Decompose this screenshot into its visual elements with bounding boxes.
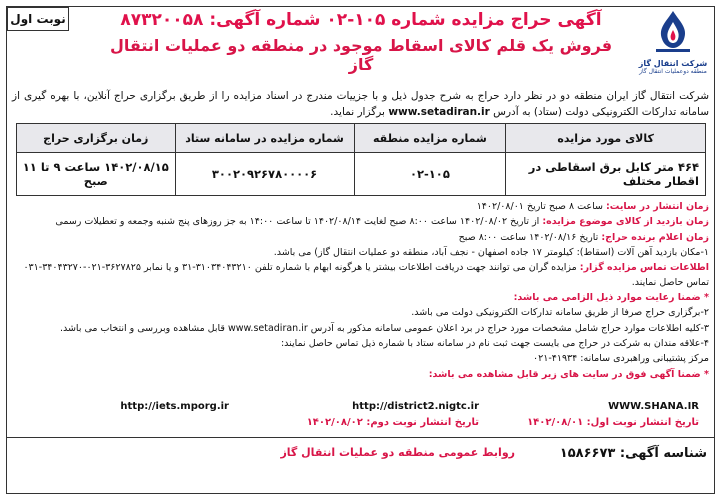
setad-site-link[interactable]: www.setadiran.ir	[388, 106, 490, 118]
detail-label: زمان انتشار در سایت:	[605, 201, 709, 212]
table-header-row	[17, 124, 706, 153]
public-relations-label: روابط عمومی منطقه دو عملیات انتقال گاز	[280, 446, 515, 459]
shana-link[interactable]: WWW.SHANA.IR	[608, 401, 699, 412]
details-list	[12, 199, 709, 382]
detail-text: مرکز پشتیبانی وراهبردی سامانه: ۴۱۹۳۴-۰۲۱	[533, 353, 709, 365]
ad-id: شناسه آگهی: ۱۵۸۶۶۷۳	[559, 446, 707, 461]
logo-region-name: منطقه دوعملیات انتقال گاز	[639, 68, 707, 75]
header-auction-time: زمان برگزاری حراج	[17, 124, 176, 153]
cell-item: ۴۶۴ متر کابل برق اسقاطی در اقطار مختلف	[506, 153, 706, 196]
detail-line	[12, 351, 709, 366]
first-publish-date: تاریخ انتشار نوبت اول: ۱۴۰۲/۰۸/۰۱	[527, 417, 699, 428]
detail-text: مزایده گران می توانند جهت دریافت اطلاعات بیشتر یا هرگونه ابهام با شماره تلفن ۳۱۰۳۴۰۴۳۲۱۰-۳۱ و یا نمابر ۳۶۲۷۸۲۵-۰۲۱-۳۴۰۴۳۲۷۰-۰۳۱ تماس حاصل نمایند.	[23, 262, 709, 289]
detail-text: ۴-علاقه مندان به شرکت در حراج می بایست جهت ثبت نام در سامانه ستاد با شماره ذیل تماس حاصل نمایند:	[280, 338, 709, 350]
edition-badge: نوبت اول	[7, 7, 69, 31]
iets-link[interactable]: http://iets.mporg.ir	[120, 401, 229, 412]
ad-subtitle: فروش یک قلم کالای اسقاط موجود در منطقه دو عملیات انتقال گاز	[109, 36, 613, 74]
detail-line	[12, 336, 709, 351]
company-logo	[637, 8, 709, 80]
publish-dates	[12, 417, 709, 433]
detail-text: ۱-مکان بازدید آهن آلات (اسقاط): کیلومتر ۱۷ جاده اصفهان - نجف آباد، منطقه دو عملیات انتقال گاز) می باشد.	[273, 246, 709, 258]
ad-title: آگهی حراج مزایده شماره ۱۰۵-۰۲ شماره آگهی: ۸۷۳۲۰۰۵۸	[120, 10, 602, 30]
table-row	[17, 153, 706, 196]
detail-text: ساعت ۸ صبح تاریخ ۱۴۰۲/۰۸/۰۱	[476, 201, 603, 212]
detail-line	[12, 321, 709, 336]
intro-text: شرکت انتقال گاز ایران منطقه دو در نظر دارد حراج به شرح جدول ذیل و با جزییات مندرج در اسناد مزایده را از طریق برگزاری حراج آنلاین، با بهره گیری از سامانه تدارکات الکترونیکی دولت (ستاد) به آدرس	[12, 90, 709, 118]
detail-text: تاریخ ۱۴۰۲/۰۸/۱۶ ساعت ۸:۰۰ صبح	[458, 231, 599, 243]
logo-company-name: شرکت انتقال گاز	[638, 59, 708, 68]
detail-line	[12, 230, 709, 245]
detail-line	[12, 199, 709, 214]
intro-tail: برگزار نماید.	[330, 106, 385, 118]
detail-line	[12, 214, 709, 229]
detail-label: اطلاعات تماس مزایده گزار:	[579, 262, 709, 274]
cell-auction-time: ۱۴۰۲/۰۸/۱۵ ساعت ۹ تا ۱۱ صبح	[17, 153, 176, 196]
cell-region-number: ۰۲-۱۰۵	[354, 153, 506, 196]
detail-text: از تاریخ ۱۴۰۲/۰۸/۰۲ ساعت ۸:۰۰ صبح لغایت ۱۴۰۲/۰۸/۱۴ تا ساعت ۱۴:۰۰ به جز روزهای پنج شنبه وجمعه و تعطیلات رسمی	[55, 216, 540, 228]
detail-line	[12, 367, 709, 382]
flame-logo-icon	[648, 8, 698, 54]
detail-label: * ضمنا رعایت موارد ذیل الزامی می باشد:	[513, 292, 709, 304]
detail-line	[12, 260, 709, 290]
footer-divider	[6, 437, 715, 438]
detail-line	[12, 305, 709, 320]
detail-label: * ضمنا آگهی فوق در سایت های زیر قابل مشاهده می باشد:	[428, 368, 709, 380]
intro-paragraph	[12, 88, 709, 120]
header-region-number: شماره مزایده منطقه	[354, 124, 506, 153]
second-publish-date: تاریخ انتشار نوبت دوم: ۱۴۰۲/۰۸/۰۲	[306, 417, 479, 428]
header-item: کالای مورد مزایده	[506, 124, 706, 153]
detail-text: ۲-برگزاری حراج صرفا از طریق سامانه تدارکات الکترونیکی دولت می باشد.	[411, 307, 709, 319]
district2-link[interactable]: http://district2.nigtc.ir	[352, 401, 479, 412]
detail-line	[12, 290, 709, 305]
header-setad-number: شماره مزایده در سامانه ستاد	[175, 124, 354, 153]
detail-label: زمان بازدید از کالای موضوع مزایده:	[542, 216, 709, 228]
detail-label: زمان اعلام برنده حراج:	[601, 231, 709, 243]
cell-setad-number: ۳۰۰۲۰۹۲۶۷۸۰۰۰۰۶	[175, 153, 354, 196]
detail-text: ۳-کلیه اطلاعات موارد حراج شامل مشخصات مورد حراج در برد اعلان عمومی سامانه مذکور به آدرس www.setadiran.ir قابل مشاهده وبررسی و انتخاب می باشد.	[59, 322, 709, 334]
auction-table	[16, 123, 706, 196]
footer	[6, 440, 715, 492]
site-links	[12, 401, 709, 417]
detail-line	[12, 245, 709, 260]
